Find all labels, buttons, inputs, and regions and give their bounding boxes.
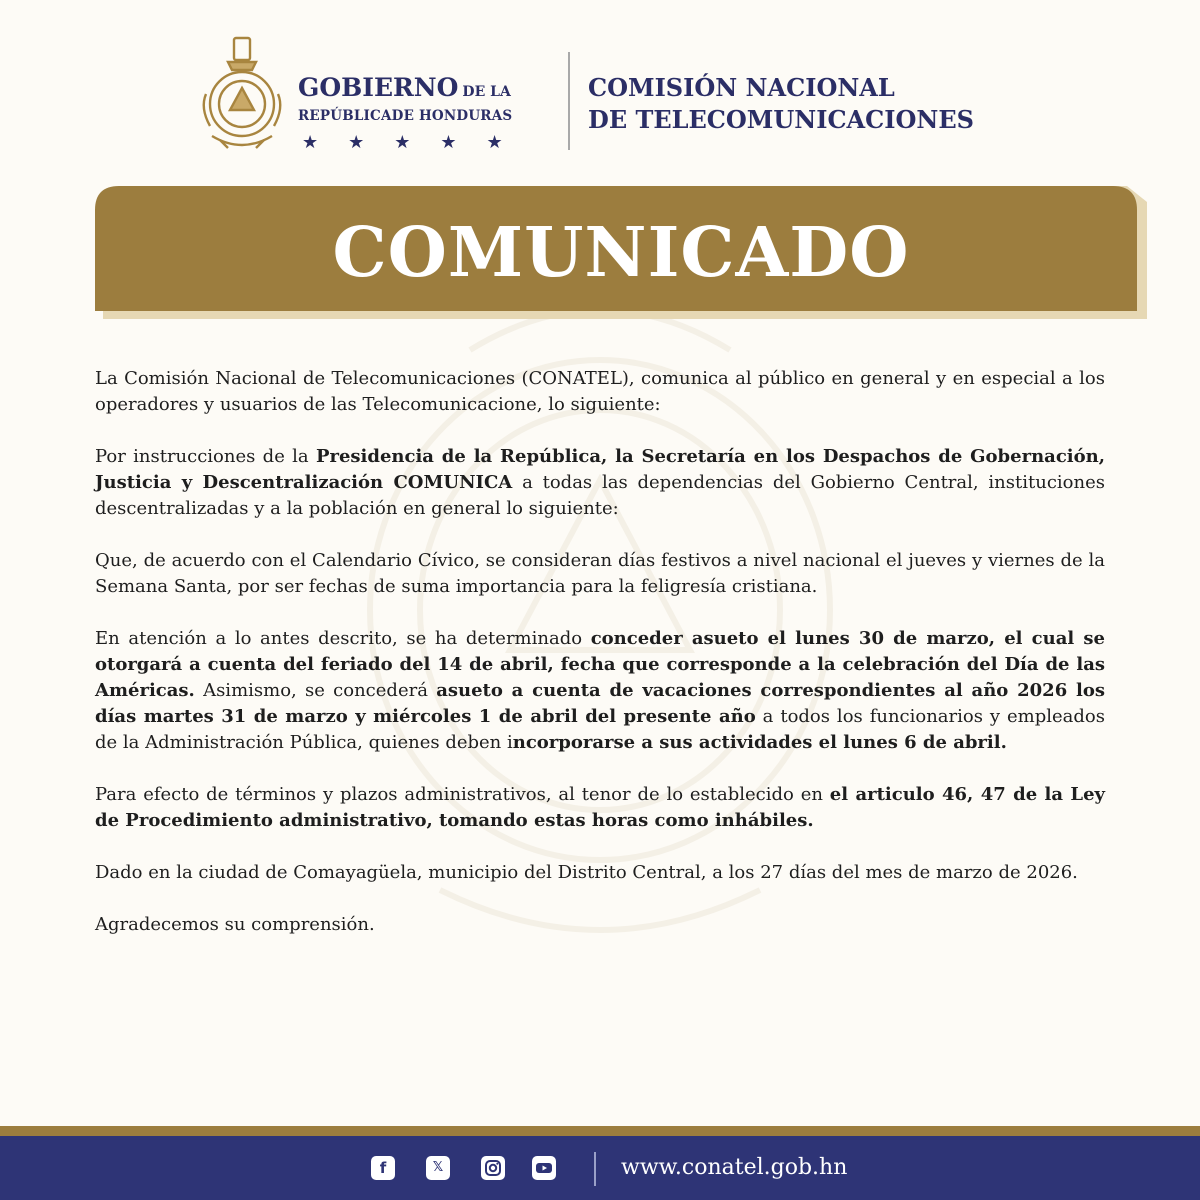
honduras-coat-of-arms-icon	[198, 36, 286, 156]
gobierno-title: GOBIERNO	[298, 73, 459, 102]
p4-text-c: Asimismo, se concederá	[194, 680, 437, 701]
p4-text-e: a todos los funcionarios y empleados de la Administración Pública, quienes deben i	[95, 706, 1105, 753]
p4-text-a: En atención a lo antes descrito, se ha determinado	[95, 628, 591, 649]
p4-bold-f: ncorporarse a sus actividades el lunes 6 de abril.	[512, 732, 1007, 753]
paragraph-1: La Comisión Nacional de Telecomunicaciones (CONATEL), comunica al público en general y en especial a los operadores y usuarios de las Telecomunicacione, lo siguiente:	[95, 368, 1105, 415]
gobierno-small: DE LA	[462, 84, 511, 100]
page-title: COMUNICADO	[332, 213, 910, 293]
header-divider	[568, 52, 570, 150]
youtube-icon[interactable]	[532, 1156, 556, 1180]
paragraph-3: Que, de acuerdo con el Calendario Cívico, se consideran días festivos a nivel nacional el jueves y viernes de la Semana Santa, por ser fechas de suma importancia para la feligresía cristiana.	[95, 550, 1105, 597]
stars-icon: ★★★★★	[302, 132, 533, 153]
x-icon[interactable]: 𝕏	[426, 1156, 450, 1180]
p4-bold-b: conceder asueto el lunes 30 de marzo, el cual se otorgará a cuenta del feriado del 14 de abril, fecha que corresponde a la celebración del Día de las Américas.	[95, 628, 1105, 701]
paragraph-2	[95, 444, 1105, 522]
instagram-icon[interactable]	[481, 1156, 505, 1180]
p5-text-a: Para efecto de términos y plazos administrativos, al tenor de lo establecido en	[95, 784, 830, 805]
paragraph-7: Agradecemos su comprensión.	[95, 914, 375, 935]
footer-divider	[594, 1152, 596, 1186]
p2-text-c: a todas las dependencias del Gobierno Central, instituciones descentralizadas y a la población en general lo siguiente:	[95, 472, 1105, 519]
title-banner	[95, 186, 1147, 319]
commission-line-2: DE TELECOMUNICACIONES	[588, 105, 974, 134]
p5-bold: el articulo 46, 47 de la Ley de Procedimiento administrativo, tomando estas horas como inhábiles.	[95, 784, 1105, 831]
commission-line-1: COMISIÓN NACIONAL	[588, 73, 895, 102]
facebook-icon[interactable]: f	[371, 1156, 395, 1180]
communique-body	[95, 366, 1105, 964]
paragraph-6: Dado en la ciudad de Comayagüela, municipio del Distrito Central, a los 27 días del mes de marzo de 2026.	[95, 862, 1078, 883]
p4-bold-d: asueto a cuenta de vacaciones correspondientes al año 2026 los días martes 31 de marzo y miércoles 1 de abril del presente año	[95, 680, 1106, 727]
gobierno-logo-text	[298, 74, 556, 153]
gobierno-subtitle: REPÚBLICADE HONDURAS	[298, 108, 513, 124]
website-link[interactable]: www.conatel.gob.hn	[621, 1155, 848, 1180]
p2-text-a: Por instrucciones de la	[95, 446, 316, 467]
footer-gold-stripe	[0, 1126, 1200, 1136]
commission-name	[588, 72, 974, 136]
footer	[0, 1136, 1200, 1200]
paragraph-5	[95, 782, 1105, 834]
p2-bold: Presidencia de la República, la Secretaría en los Despachos de Gobernación, Justicia y Descentralización COMUNICA	[95, 446, 1105, 493]
header	[0, 0, 1200, 170]
paragraph-4	[95, 626, 1105, 756]
